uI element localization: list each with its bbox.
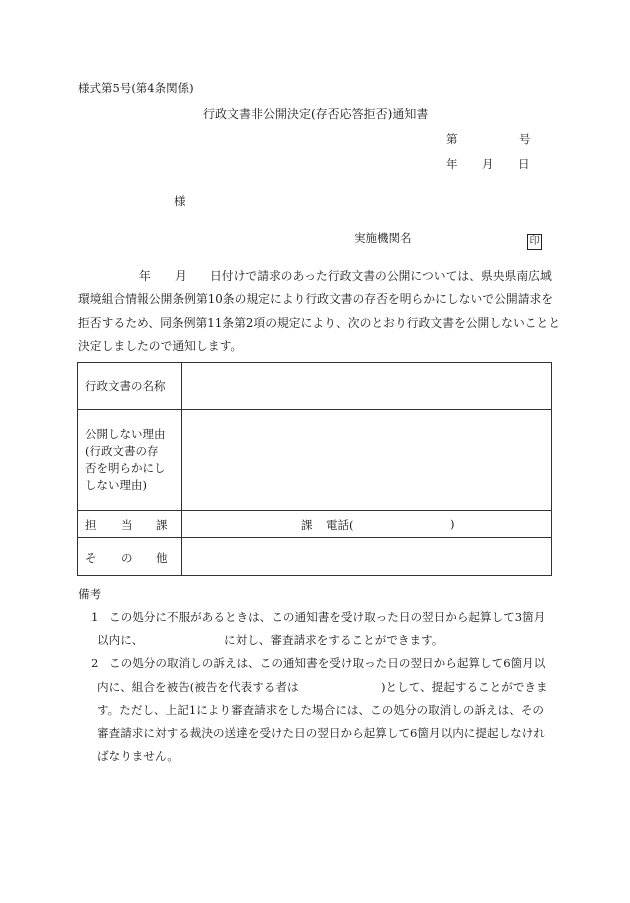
reason-label-line-2: (行政文書の存 xyxy=(85,444,159,458)
doc-name-label: 行政文書の名称 xyxy=(78,363,182,410)
other-label xyxy=(78,538,182,576)
reason-value xyxy=(182,410,552,511)
remark-1-number: 1 xyxy=(91,610,99,624)
document-title: 行政文書非公開決定(存否応答拒否)通知書 xyxy=(203,107,429,121)
body-month: 月 xyxy=(175,269,187,283)
remarks-heading: 備考 xyxy=(78,587,102,601)
section-label xyxy=(78,511,182,538)
section-label-char-3: 課 xyxy=(156,518,168,532)
doc-name-row xyxy=(78,363,552,410)
seal-glyph: 印 xyxy=(527,234,542,250)
body-line-3: 拒否するため、同条例第11条第2項の規定により、次のとおり行政文書を公開しないことと xyxy=(78,316,561,330)
body-line-4: 決定しましたので通知します。 xyxy=(78,339,243,353)
other-value xyxy=(182,538,552,576)
date-month: 月 xyxy=(482,157,494,171)
remark-2-line-2a: 内に、組合を被告(被告を代表する者は xyxy=(97,680,299,694)
form-number: 様式第5号(第4条関係) xyxy=(78,81,194,95)
remark-2-line-3: す。ただし、上記1により審査請求をした場合には、この処分の取消しの訴えは、その xyxy=(97,703,545,717)
section-row xyxy=(78,511,552,538)
reason-label-line-4: しない理由) xyxy=(85,478,147,492)
remark-2-line-5: ばなりません。 xyxy=(97,749,179,763)
body-line-2: 環境組合情報公開条例第10条の規定により行政文書の存否を明らかにしないで公開請求を xyxy=(78,292,554,306)
section-ka: 課 xyxy=(301,518,313,532)
remark-1-line-2a: 以内に、 xyxy=(97,633,144,647)
agency-label: 実施機関名 xyxy=(354,231,412,245)
section-label-char-2: 当 xyxy=(121,518,133,532)
notice-table xyxy=(77,362,552,576)
other-label-char-1: そ xyxy=(85,551,97,565)
reason-label xyxy=(78,410,182,511)
reason-label-line-1: 公開しない理由 xyxy=(85,427,166,441)
seal-mark xyxy=(527,231,542,250)
other-row xyxy=(78,538,552,576)
date-year: 年 xyxy=(446,157,458,171)
remark-1-line-2b: に対し、審査請求をすることができます。 xyxy=(224,633,444,647)
remark-2-number: 2 xyxy=(91,656,99,670)
section-phone-close: ) xyxy=(450,517,455,531)
recipient-honorific: 様 xyxy=(174,194,186,208)
body-year: 年 xyxy=(139,269,151,283)
body-line-1: 日付けで請求のあった行政文書の公開については、県央県南広域 xyxy=(210,269,552,283)
number-label: 第 xyxy=(446,132,458,146)
section-value xyxy=(182,511,552,538)
remark-2-line-2b: )として、提起することができま xyxy=(381,680,548,694)
date-day: 日 xyxy=(518,157,530,171)
section-label-char-1: 担 xyxy=(85,518,97,532)
remark-1-line-1: この処分に不服があるときは、この通知書を受け取った日の翌日から起算して3箇月 xyxy=(109,610,546,624)
remark-2-line-1: この処分の取消しの訴えは、この通知書を受け取った日の翌日から起算して6箇月以 xyxy=(109,656,546,670)
remark-2-line-4: 審査請求に対する裁決の送達を受けた日の翌日から起算して6箇月以内に提起しなけれ xyxy=(97,726,545,740)
other-label-char-2: の xyxy=(121,551,133,565)
number-suffix: 号 xyxy=(519,132,531,146)
section-phone: 電話( xyxy=(326,518,354,532)
reason-row xyxy=(78,410,552,511)
reason-label-line-3: 否を明らかにし xyxy=(85,461,166,475)
other-label-char-3: 他 xyxy=(156,551,168,565)
doc-name-value xyxy=(182,363,552,410)
